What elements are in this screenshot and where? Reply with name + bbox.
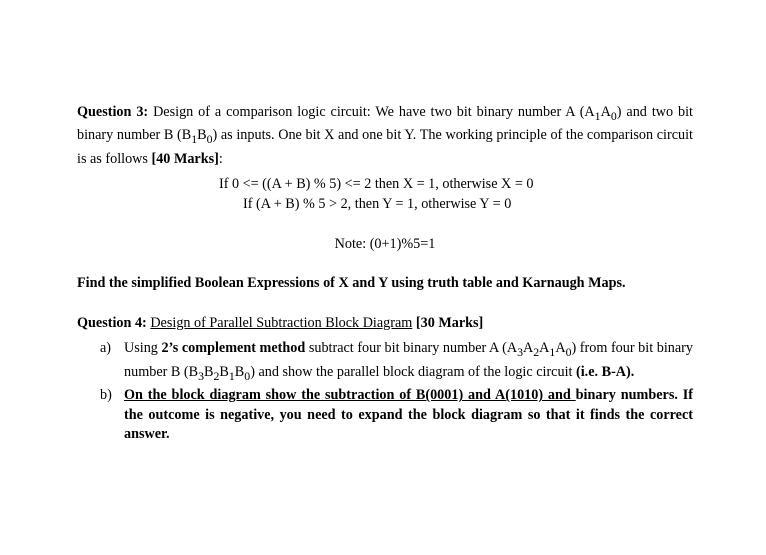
ie-b-minus-a: (i.e. B-A).: [576, 363, 635, 380]
item-a-label: a): [100, 340, 112, 357]
question-3-label: Question 3:: [77, 104, 149, 120]
question-3-intro: Question 3: Design of a comparison logic circuit: We have two bit binary number A $(A_1A_0)$ and two bit binary number B $(B_1B_0)$ as inputs. One bit X and one bit Y. The working principle of the comparison circuit is as follows [40 Marks]:: [77, 104, 693, 167]
question-3-marks: [40 Marks]: [151, 150, 219, 167]
question-4-item-b: b) On the block diagram show the subtraction of B(0001) and A(1010) and binary numbers. If the outcome is negative, you need to expand the block diagram so that it finds the correct answer.: [100, 387, 693, 443]
question-3-task: Find the simplified Boolean Expressions of X and Y using truth table and Karnaugh Maps.: [77, 275, 626, 292]
condition-x: If 0 <= ((A + B) % 5) <= 2 then X = 1, otherwise X = 0: [219, 176, 534, 193]
condition-y: If (A + B) % 5 > 2, then Y = 1, otherwise Y = 0: [243, 196, 512, 213]
question-4-item-a: a) Using 2’s complement method subtract four bit binary number A $(A_3A_2A_1A_0)$ from four bit binary number B $(B_3B_2B_1B_0)$ and show the parallel block diagram of the logic circuit (i.e. B-A).: [100, 340, 693, 383]
item-b-underlined: On the block diagram show the subtraction of B(0001) and A(1010) and: [124, 387, 576, 404]
item-b-label: b): [100, 387, 112, 404]
document-page: [77, 103, 693, 445]
question-4-title: Design of Parallel Subtraction Block Diagram: [150, 314, 413, 331]
note: Note: (0+1)%5=1: [334, 235, 436, 252]
question-4-heading: [77, 314, 693, 334]
question-4-label: Question 4:: [77, 314, 147, 331]
question-4-marks: [30 Marks]: [415, 314, 484, 331]
twos-complement-method: 2’s complement method: [161, 340, 306, 357]
